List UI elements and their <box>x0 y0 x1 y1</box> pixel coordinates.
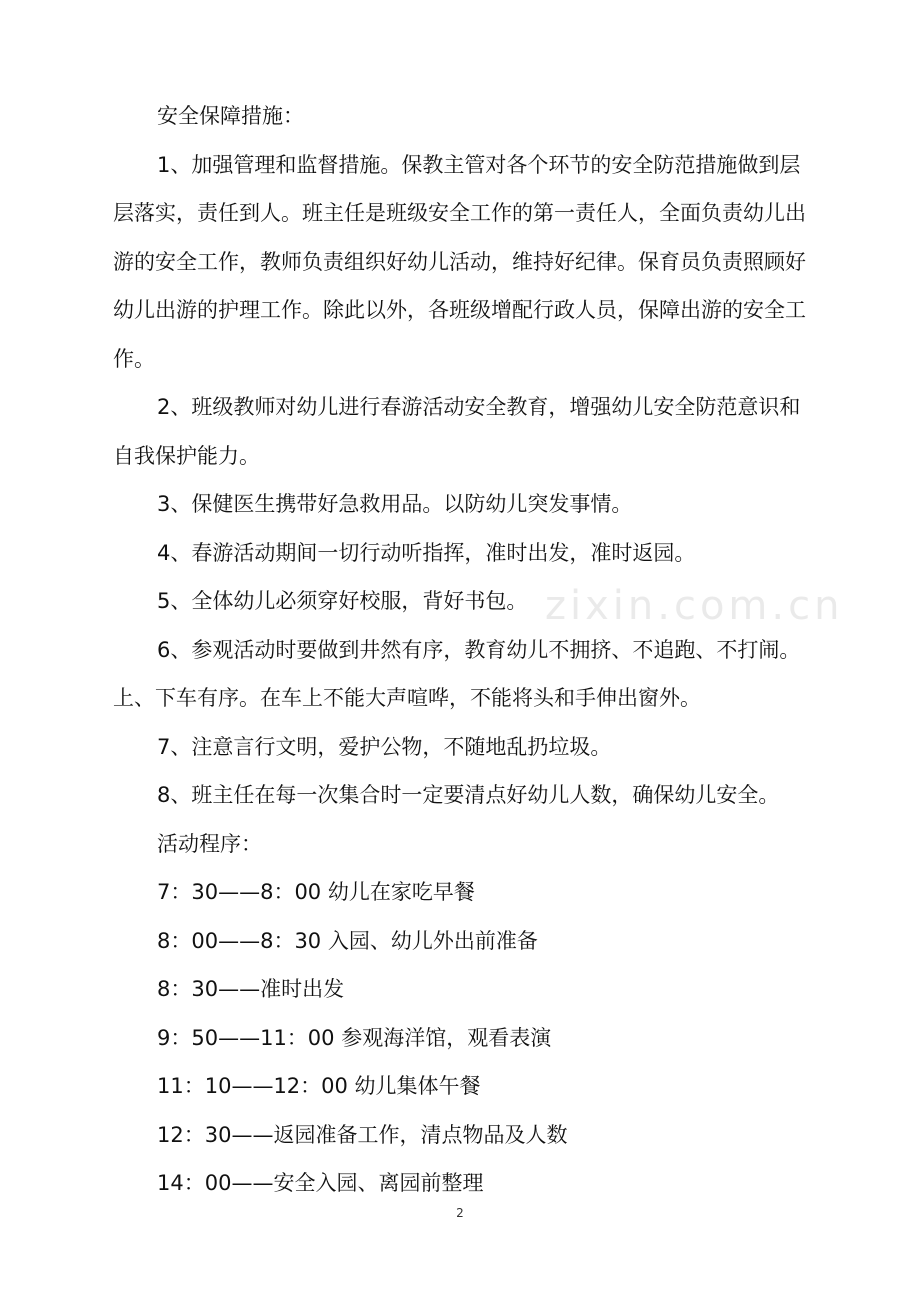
paragraph: 1、加强管理和监督措施。保教主管对各个环节的安全防范措施做到层层落实，责任到人。班主任是班级安全工作的第一责任人，全面负责幼儿出游的安全工作，教师负责组织好幼儿活动，维持好纪律。保育员负责照顾好幼儿出游的护理工作。除此以外，各班级增配行政人员，保障出游的安全工作。 <box>113 152 806 371</box>
watermark: zixin.com.cn <box>545 583 844 629</box>
schedule-item: 14：00——安全入园、离园前整理 <box>157 1171 484 1195</box>
paragraph: 3、保健医生携带好急救用品。以防幼儿突发事情。 <box>157 492 633 516</box>
page-number: 2 <box>456 1206 464 1220</box>
schedule-item: 9：50——11：00 参观海洋馆，观看表演 <box>157 1025 552 1050</box>
document-body <box>113 92 813 1208</box>
paragraph: 8、班主任在每一次集合时一定要清点好幼儿人数，确保幼儿安全。 <box>157 783 780 807</box>
schedule-item: 8：30——准时出发 <box>157 977 345 1001</box>
paragraph: 5、全体幼儿必须穿好校服，背好书包。 <box>157 589 528 613</box>
schedule-item: 11：10——12：00 幼儿集体午餐 <box>157 1074 481 1098</box>
section-heading-safety: 安全保障措施： <box>157 104 304 128</box>
paragraph: 2、班级教师对幼儿进行春游活动安全教育，增强幼儿安全防范意识和自我保护能力。 <box>113 395 801 468</box>
schedule-item: 8：00——8：30 入园、幼儿外出前准备 <box>157 928 538 953</box>
paragraph: 7、注意言行文明，爱护公物，不随地乱扔垃圾。 <box>157 734 612 759</box>
section-heading-schedule: 活动程序： <box>157 831 262 856</box>
schedule-item: 7：30——8：00 幼儿在家吃早餐 <box>157 880 475 904</box>
schedule-item: 12：30——返园准备工作，清点物品及人数 <box>157 1122 568 1147</box>
paragraph: 4、春游活动期间一切行动听指挥，准时出发，准时返园。 <box>157 540 696 565</box>
paragraph: 6、参观活动时要做到井然有序，教育幼儿不拥挤、不追跑、不打闹。上、下车有序。在车上不能大声喧哗，不能将头和手伸出窗外。 <box>113 637 801 710</box>
